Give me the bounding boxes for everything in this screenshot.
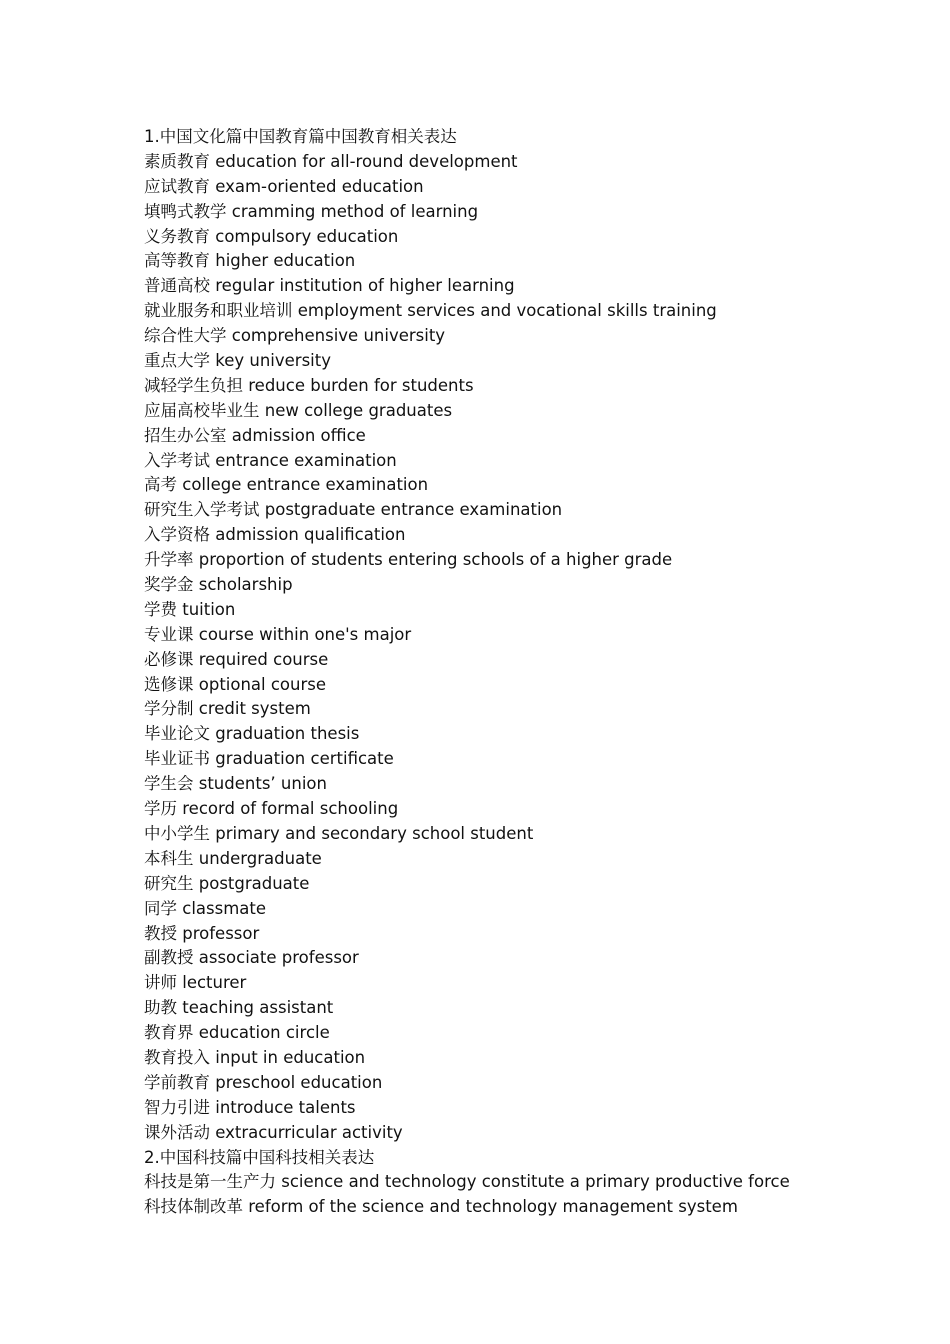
glossary-entry: 减轻学生负担 reduce burden for students <box>144 375 474 395</box>
glossary-entry: 义务教育 compulsory education <box>144 226 399 246</box>
glossary-entry: 素质教育 education for all-round development <box>144 151 518 171</box>
glossary-entry: 科技体制改革 reform of the science and technology management system <box>144 1197 738 1217</box>
glossary-entry: 高等教育 higher education <box>144 251 356 271</box>
glossary-entry: 课外活动 extracurricular activity <box>144 1122 403 1142</box>
glossary-entry: 招生办公室 admission office <box>144 425 366 445</box>
document-body <box>144 125 924 1220</box>
glossary-entry: 就业服务和职业培训 employment services and vocational skills training <box>144 301 717 321</box>
glossary-entry: 学费 tuition <box>144 599 236 619</box>
section-heading: 1.中国文化篇中国教育篇中国教育相关表达 <box>144 127 457 146</box>
glossary-entry: 教育投入 input in education <box>144 1047 366 1067</box>
glossary-entry: 中小学生 primary and secondary school student <box>144 823 534 843</box>
glossary-entry: 助教 teaching assistant <box>144 998 334 1018</box>
glossary-entry: 入学资格 admission qualification <box>144 525 406 545</box>
glossary-entry: 高考 college entrance examination <box>144 475 429 495</box>
glossary-entry: 副教授 associate professor <box>144 948 359 968</box>
glossary-entry: 综合性大学 comprehensive university <box>144 326 446 346</box>
glossary-entry: 入学考试 entrance examination <box>144 450 397 470</box>
glossary-entry: 重点大学 key university <box>144 351 331 371</box>
glossary-entry: 研究生 postgraduate <box>144 873 310 893</box>
glossary-entry: 毕业证书 graduation certificate <box>144 749 394 769</box>
glossary-entry: 必修课 required course <box>144 649 329 669</box>
glossary-entry: 智力引进 introduce talents <box>144 1097 356 1117</box>
glossary-entry: 学前教育 preschool education <box>144 1072 383 1092</box>
glossary-entry: 学历 record of formal schooling <box>144 799 399 819</box>
glossary-entry: 教育界 education circle <box>144 1023 330 1043</box>
glossary-entry: 填鸭式教学 cramming method of learning <box>144 201 479 221</box>
glossary-entry: 研究生入学考试 postgraduate entrance examination <box>144 500 563 520</box>
glossary-entry: 奖学金 scholarship <box>144 575 293 595</box>
glossary-entry: 选修课 optional course <box>144 674 327 694</box>
glossary-entry: 应试教育 exam-oriented education <box>144 176 424 196</box>
glossary-entry: 应届高校毕业生 new college graduates <box>144 400 453 420</box>
glossary-entry: 本科生 undergraduate <box>144 848 322 868</box>
glossary-entry: 教授 professor <box>144 923 260 943</box>
glossary-entry: 专业课 course within one's major <box>144 624 412 644</box>
glossary-entry: 普通高校 regular institution of higher learning <box>144 276 515 296</box>
glossary-entry: 毕业论文 graduation thesis <box>144 724 360 744</box>
glossary-entry: 升学率 proportion of students entering schools of a higher grade <box>144 550 673 570</box>
glossary-entry: 学生会 students’ union <box>144 774 327 794</box>
glossary-entry: 学分制 credit system <box>144 699 311 719</box>
glossary-entry: 同学 classmate <box>144 898 267 918</box>
section-heading: 2.中国科技篇中国科技相关表达 <box>144 1147 375 1167</box>
glossary-entry: 科技是第一生产力 science and technology constitute a primary productive force <box>144 1172 790 1192</box>
glossary-entry: 讲师 lecturer <box>144 973 247 993</box>
